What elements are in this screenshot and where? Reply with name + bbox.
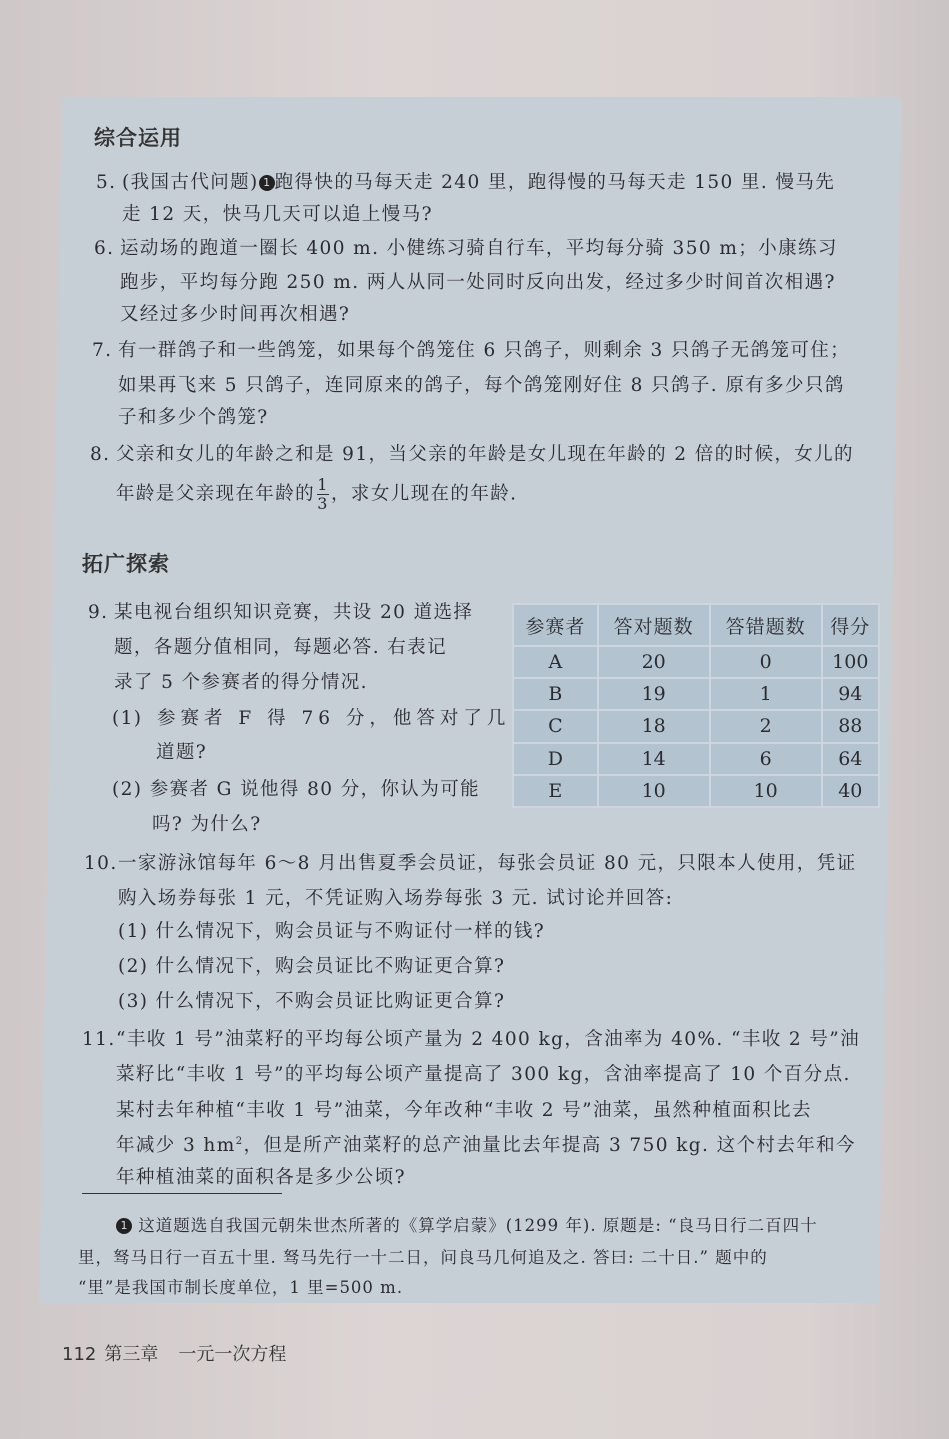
table-cell: 20 — [598, 646, 710, 678]
footnote-line-3: “里”是我国市制长度单位，1 里=500 m. — [78, 1278, 404, 1297]
footnote-divider — [82, 1193, 282, 1194]
problem-11-line-2: 菜籽比“丰收 1 号”的平均每公顷产量提高了 300 kg，含油率提高了 10 个百分点. — [116, 1064, 851, 1085]
problem-9-line-2: 题，各题分值相同，每题必答. 右表记 — [114, 637, 447, 658]
problem-9-q2-line-2: 吗? 为什么? — [152, 814, 262, 835]
table-row — [513, 710, 879, 742]
problem-7-line-1: 7. 有一群鸽子和一些鸽笼，如果每个鸽笼住 6 只鸽子，则剩余 3 只鸽子无鸽笼可住； — [92, 340, 851, 361]
table-cell: 2 — [710, 710, 822, 742]
problem-8-line-2: 年龄是父亲现在年龄的 $\frac{1}{3}$ ，求女儿现在的年龄. — [116, 475, 518, 513]
problem-number: 7. — [92, 340, 113, 361]
table-cell: 19 — [598, 678, 710, 710]
problem-11-line-4: 年减少 3 $hm^2$，但是所产油菜籽的总产油量比去年提高 3 750 kg. 这个村去年和今 — [116, 1135, 856, 1156]
table-cell: 1 — [710, 678, 822, 710]
problem-9-q2-line-1: (2) 参赛者 G 说他得 80 分，你认为可能 — [112, 779, 481, 800]
problem-number: 5. — [96, 172, 117, 193]
problem-7-line-2: 如果再飞来 5 只鸽子，连同原来的鸽子，每个鸽笼刚好住 8 只鸽子. 原有多少只鸽 — [118, 375, 845, 396]
table-cell: D — [513, 743, 598, 775]
table-cell: C — [513, 710, 598, 742]
problem-9-q1-line-1: (1) 参赛者 F 得 76 分，他答对了几 — [112, 708, 511, 729]
table-row — [513, 775, 879, 807]
problem-11-line-1: 11.“丰收 1 号”油菜籽的平均每公顷产量为 2 400 kg，含油率为 40%. “丰收 2 号”油 — [82, 1029, 861, 1050]
problem-10-line-2: 购入场券每张 1 元，不凭证购入场券每张 3 元. 试讨论并回答: — [118, 888, 674, 909]
footnote-line-2: 里，驽马日行一百五十里. 驽马先行一十二日，问良马几何追及之. 答曰: 二十日.” 题中的 — [78, 1248, 768, 1267]
table-cell: 10 — [710, 775, 822, 807]
table-cell: 40 — [822, 775, 879, 807]
table-cell: 94 — [822, 678, 879, 710]
problem-11-line-3: 某村去年种植“丰收 1 号”油菜，今年改种“丰收 2 号”油菜，虽然种植面积比去 — [116, 1100, 812, 1121]
table-header: 答对题数 — [598, 604, 710, 646]
problem-5-line-1: 5. (我国古代问题) 1 跑得快的马每天走 240 里，跑得慢的马每天走 150 里. 慢马先 — [96, 172, 836, 193]
problem-10-q1: (1) 什么情况下，购会员证与不购证付一样的钱? — [118, 921, 546, 942]
fraction-one-third: $\frac{1}{3}$ — [317, 475, 329, 513]
table-header: 得分 — [822, 604, 879, 646]
problem-9-line-3: 录了 5 个参赛者的得分情况. — [114, 672, 368, 693]
table-cell: 0 — [710, 646, 822, 678]
table-header: 参赛者 — [513, 604, 598, 646]
section-title-explore: 拓广探索 — [82, 552, 170, 576]
problem-6-line-1: 6. 运动场的跑道一圈长 400 m. 小健练习骑自行车，平均每分骑 350 m；小康练习 — [94, 238, 838, 259]
problem-5-line-2: 走 12 天，快马几天可以追上慢马? — [122, 204, 433, 225]
problem-9-q1-line-2: 道题? — [156, 742, 208, 763]
problem-9-line-1: 9. 某电视台组织知识竞赛，共设 20 道选择 — [88, 602, 474, 623]
table-cell: 18 — [598, 710, 710, 742]
table-row — [513, 646, 879, 678]
footnote-marker-icon: 1 — [116, 1218, 132, 1234]
problem-number: 11. — [82, 1029, 116, 1050]
footnote-line-1: 1 这道题选自我国元朝朱世杰所著的《算学启蒙》(1299 年). 原题是: “良马日行二百四十 — [116, 1212, 818, 1236]
problem-7-line-3: 子和多少个鸽笼? — [118, 407, 269, 428]
table-cell: 100 — [822, 646, 879, 678]
table-header: 答错题数 — [710, 604, 822, 646]
problem-10-q3: (3) 什么情况下，不购会员证比购证更合算? — [118, 991, 506, 1012]
table-row — [513, 743, 879, 775]
page-number: 112 — [62, 1344, 97, 1365]
problem-number: 9. — [88, 602, 109, 623]
page-footer — [62, 1340, 286, 1366]
chapter-label: 第三章 — [104, 1344, 159, 1365]
table-cell: E — [513, 775, 598, 807]
table-cell: A — [513, 646, 598, 678]
table-row — [513, 678, 879, 710]
section-title-comprehensive: 综合运用 — [94, 126, 182, 150]
problem-10-q2: (2) 什么情况下，购会员证比不购证更合算? — [118, 956, 506, 977]
problem-11-line-5: 年种植油菜的面积各是多少公顷? — [116, 1167, 406, 1188]
table-cell: 10 — [598, 775, 710, 807]
score-table — [512, 603, 880, 808]
problem-10-line-1: 10.一家游泳馆每年 6～8 月出售夏季会员证，每张会员证 80 元，只限本人使用，凭证 — [84, 853, 857, 874]
table-cell: 14 — [598, 743, 710, 775]
table-cell: 88 — [822, 710, 879, 742]
problem-number: 6. — [94, 238, 115, 259]
problem-number: 10. — [84, 853, 118, 874]
table-header-row — [513, 604, 879, 646]
footnote-marker-icon[interactable]: 1 — [259, 175, 275, 191]
table-cell: 6 — [710, 743, 822, 775]
table-cell: B — [513, 678, 598, 710]
problem-number: 8. — [90, 444, 111, 465]
problem-8-line-1: 8. 父亲和女儿的年龄之和是 91，当父亲的年龄是女儿现在年龄的 2 倍的时候，女儿的 — [90, 444, 854, 465]
table-cell: 64 — [822, 743, 879, 775]
chapter-title: 一元一次方程 — [178, 1344, 287, 1365]
problem-6-line-2: 跑步，平均每分跑 250 m. 两人从同一处同时反向出发，经过多少时间首次相遇? — [120, 272, 836, 293]
problem-6-line-3: 又经过多少时间再次相遇? — [120, 304, 351, 325]
